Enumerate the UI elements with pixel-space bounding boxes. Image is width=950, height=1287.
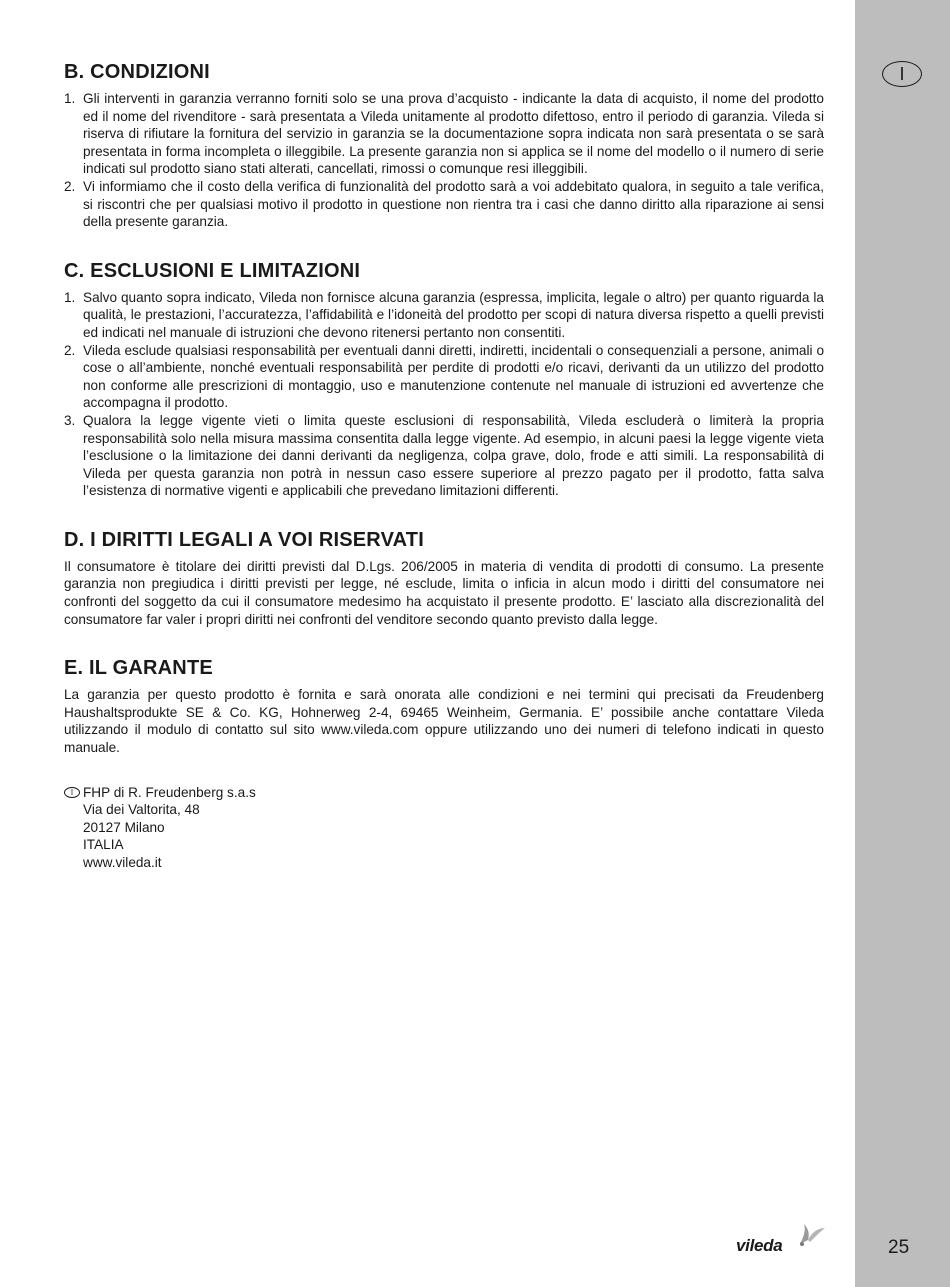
section-title: C. ESCLUSIONI E LIMITAZIONI [64,259,361,282]
logo-text: vileda [736,1236,783,1255]
language-badge: I [882,61,922,87]
item-text: Vi informiamo che il costo della verifica di funzionalità del prodotto sarà a voi addebitato qualora, in seguito a tale verifica, si riscontri che per qualsiasi motivo il prodotto in questione non rientra tra i casi che danno diritto alla riparazione ai sensi della presente garanzia. [83,178,824,230]
page-number: 25 [888,1237,910,1258]
address-line: ITALIA [83,837,124,853]
item-number: 2. [64,178,76,194]
item-number: 1. [64,91,76,106]
address-line: 20127 Milano [83,819,165,835]
section-text: Il consumatore è titolare dei diritti previsti dal D.Lgs. 206/2005 in materia di vendita di prodotti di consumo. La presente garanzia non pregiudica i diritti previsti per legge, né esclude, limita o inficia in alcun modo i diritti del consumatore nei confronti del soggetto da cui il consumatore medesimo ha acquistato il presente prodotto. E’ lasciato alla discrezionalità del consumatore far valer i propri diritti nei confronti del venditore secondo quanto previsto dalla legge. [64,558,824,627]
list-item [64,342,824,412]
item-number: 3. [64,412,76,428]
section-title: E. IL GARANTE [64,657,213,680]
bird-icon [796,1222,826,1248]
section-title: B. CONDIZIONI [64,61,210,83]
list-item [64,289,824,342]
item-number: 1. [64,289,76,305]
item-text: Qualora la legge vigente vieti o limita queste esclusioni di responsabilità, Vileda escluderà o limiterà la propria responsabilità solo nella misura massima consentita dalla legge vigente. Ad esempio, in alcuni paesi la legge vigente vieta l’esclusione o la limitazione dei danni derivanti da negligenza, colpa grave, dolo, frode e atti simili. La responsabilità di Vileda per questa garanzia non potrà in nessun caso essere superiore al prezzo pagato per il prodotto, fatta salva l’esistenza di normative vigenti e applicabili che prevedano limitazioni differenti. [83,412,824,499]
section-conditions [64,60,824,231]
section-title: D. I DIRITTI LEGALI A VOI RISERVATI [64,528,424,551]
section-guarantor [64,656,824,756]
website-link[interactable]: www.vileda.it [83,855,162,870]
vileda-logo [736,1222,826,1258]
side-tab-strip [855,0,950,1287]
item-text: Salvo quanto sopra indicato, Vileda non fornisce alcuna garanzia (espressa, implicita, legale o altro) per quanto riguarda la qualità, le prestazioni, l’accuratezza, l’affidabilità e l’idoneità del prodotto per scopi di natura diversa rispetto a quelli previsti ed indicati nel manuale di istruzioni che devono ritenersi pertanto non consentiti. [83,289,824,340]
address-line: Via dei Valtorita, 48 [83,802,200,818]
list-item [64,90,824,178]
section-exclusions [64,259,824,500]
list-item [64,412,824,500]
section-text: La garanzia per questo prodotto è fornita e sarà onorata alle condizioni e nei termini qui precisati da Freudenberg Haushaltsprodukte SE & Co. KG, Hohnerweg 2-4, 69465 Weinheim, Germania. E’ possibile anche contattare Vileda utilizzando il modulo di contatto sul sito www.vileda.com oppure utilizzando uno dei numeri di telefono indicati in questo manuale. [64,687,824,756]
conditions-list [64,90,824,231]
section-legal-rights [64,528,824,628]
item-text: Gli interventi in garanzia verranno forniti solo se una prova d’acquisto - indicante la data di acquisto, il nome del prodotto ed il nome del rivenditore - sarà presentata a Vileda unitamente al prodotto difettoso, entro il periodo di garanzia. Vileda si riserva di rifiutare la fornitura del servizio in garanzia se la documentazione sopra indicata non sarà presentata o se sarà presentata in forma incompleta o illeggibile. La presente garanzia non si applica se il nome del modello o il numero di serie indicati sul prodotto siano stati alterati, cancellati, rimossi o comunque resi illeggibili. [83,91,824,177]
item-text: Vileda esclude qualsiasi responsabilità per eventuali danni diretti, indiretti, incidentali o consequenziali a persone, animali o cose o all’ambiente, nonché eventuali responsabilità per perdite di prodotti e/o ricavi, derivanti da un utilizzo del prodotto non conforme alle prescrizioni di montaggio, uso e manutenzione contenute nel manuale di istruzioni ed avvertenze che accompagna il prodotto. [83,342,824,411]
address-line: FHP di R. Freudenberg s.a.s [83,784,256,800]
address-block [64,784,824,872]
exclusions-list [64,289,824,500]
document-body [64,60,824,872]
list-item [64,178,824,231]
item-number: 2. [64,342,76,358]
country-mark: I [64,787,80,798]
